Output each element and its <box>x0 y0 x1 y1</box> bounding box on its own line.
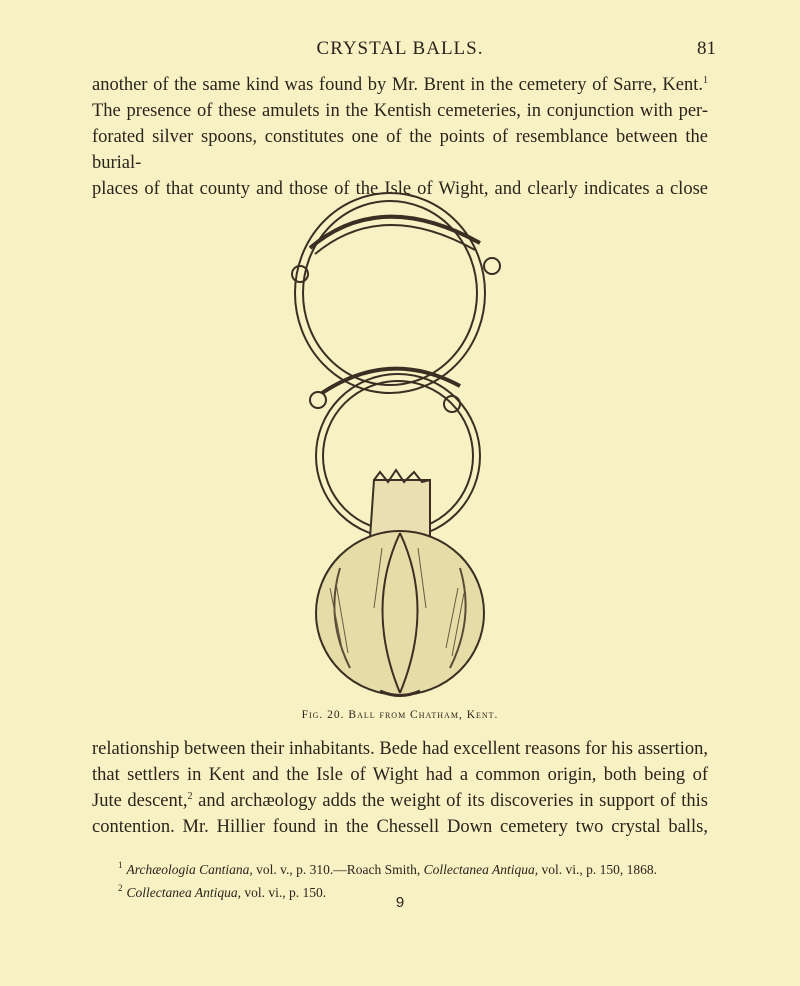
footnote: $^2$ Collectanea Antiqua, vol. vi., p. 150. <box>118 883 327 900</box>
text-line: The presence of these amulets in the Kentish cemeteries, in conjunction with per- <box>92 101 708 121</box>
footnote-number: 1 <box>118 860 123 870</box>
text-line: contention. Mr. Hillier found in the Chessell Down cemetery two crystal balls, <box>92 817 708 837</box>
signature-mark: 9 <box>395 894 405 911</box>
footnote: $^1$ Archæologia Cantiana, vol. v., p. 310.—Roach Smith, Collectanea Antiqua, vol. vi., p. 150, 1868. <box>118 860 658 877</box>
figure-number: Fig. 20. <box>301 709 345 721</box>
footnote-ref: 1 <box>703 75 708 86</box>
text-line: relationship between their inhabitants. Bede had excellent reasons for his assertion, <box>92 739 708 759</box>
footnote-ref: 2 <box>187 791 193 802</box>
footnote-number: 2 <box>118 883 123 893</box>
paragraph-top <box>92 72 708 202</box>
text-line: places of that county and those of the Isle of Wight, and clearly indicates a close <box>92 179 708 199</box>
running-head: CRYSTAL BALLS. <box>316 38 484 59</box>
citation-title: Collectanea Antiqua, <box>423 862 539 877</box>
text-line: another of the same kind was found by Mr. Brent in the cemetery of Sarre, Kent.$^1$ <box>92 75 708 95</box>
citation-title: Collectanea Antiqua, <box>126 885 241 900</box>
text-line: Jute descent,$^2$ and archæology adds the weight of its discoveries in support of this <box>92 791 709 811</box>
paragraph-bottom <box>92 736 708 840</box>
text-line: that settlers in Kent and the Isle of Wight had a common origin, both being of <box>92 765 708 785</box>
crystal-ball-illustration <box>270 188 530 700</box>
figure-title: Ball from Chatham, Kent. <box>348 709 499 721</box>
page-number: 81 <box>697 38 716 59</box>
citation-title: Archæologia Cantiana, <box>126 862 253 877</box>
figure-caption <box>0 709 800 721</box>
text-line: forated silver spoons, constitutes one of the points of resemblance between the burial- <box>92 127 708 173</box>
